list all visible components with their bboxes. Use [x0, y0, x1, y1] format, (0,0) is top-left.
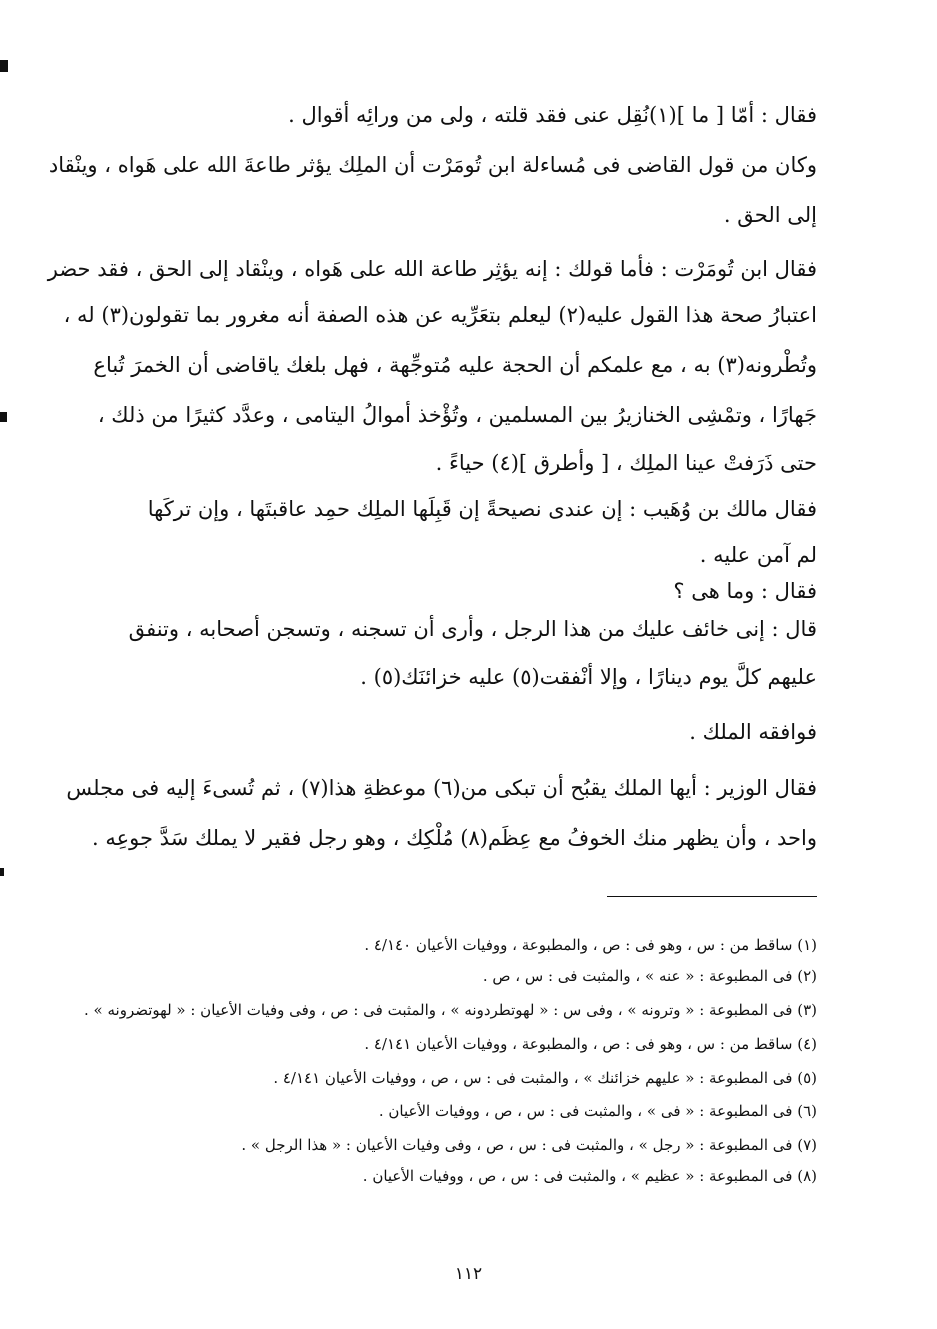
body-line: فقال ابن تُومَرْت : فأما قولك : إنه يؤثِر طاعة الله على هَواه ، وينْقاد إلى الحق ، فقد حضر [47, 257, 817, 281]
page-number: ١١٢ [454, 1264, 483, 1284]
body-line: اعتبارُ صحة هذا القول عليه(٢) ليعلم بتعَرِّيه عن هذه الصفة أنه مغرور بما تقولون(٣) له ، [63, 303, 817, 327]
scan-edge-mark-middle [0, 412, 7, 422]
footnote: (٧) فى المطبوعة : « رجل » ، والمثبت فى : س ، ص ، وفى وفيات الأعيان : « هذا الرجل » . [241, 1136, 817, 1154]
body-line: وكان من قول القاضى فى مُساءلة ابن تُومَرْت أن الملِك يؤثر طاعةَ الله على هَواه ، وينْقاد [48, 153, 817, 177]
body-line: فقال : وما هى ؟ [673, 579, 817, 603]
body-line: فقال : أمّا [ ما ](١)نُقِل عنى فقد قلته ، ولى من ورائِه أقوال . [288, 103, 817, 127]
body-line: لم آمن عليه . [699, 543, 817, 567]
footnote: (٢) فى المطبوعة : « عنه » ، والمثبت فى : س ، ص . [482, 967, 817, 985]
footnote: (٤) ساقط من : س ، وهو فى : ص ، والمطبوعة ، ووفيات الأعيان ٤/١٤١ . [364, 1035, 817, 1053]
body-line: فقال مالك بن وُهَيب : إن عندى نصيحةً إن قَبِلَها الملِك حمِد عاقبتَها ، وإن تركَها [147, 497, 817, 521]
footnote: (٨) فى المطبوعة : « عظيم » ، والمثبت فى : س ، ص ، ووفيات الأعيان . [362, 1167, 817, 1185]
footnote-separator [607, 896, 817, 897]
footnote: (٣) فى المطبوعة : « وترونه » ، وفى س : « لهوتطردونه » ، والمثبت فى : ص ، وفى وفيات الأعيان : « لهوتضرونه » . [84, 1001, 817, 1019]
body-line: فوافقه الملك . [689, 720, 817, 744]
scan-edge-mark-lower [0, 868, 4, 876]
footnote: (٦) فى المطبوعة : « فى » ، والمثبت فى : س ، ص ، ووفيات الأعيان . [378, 1102, 817, 1120]
body-line: واحد ، وأن يظهر منك الخوفُ مع عِظَم(٨) مُلْكِك ، وهو رجل فقير لا يملك سَدَّ جوعِه . [92, 826, 817, 850]
body-line: فقال الوزير : أيها الملك يقبُح أن تبكى من(٦) موعظةِ هذا(٧) ، ثم تُسىءَ إليه فى مجلس [66, 776, 817, 800]
scan-edge-mark-top [0, 60, 8, 72]
body-line: جَهارًا ، وتمْشِى الخنازيرُ بين المسلمين ، وتُؤْخذ أموالُ اليتامى ، وعدَّد كثيرًا من ذلك ، [97, 403, 817, 427]
body-line: عليهم كلَّ يوم دينارًا ، وإلا أنْفقت(٥) عليه خزائنَك(٥) . [360, 665, 817, 689]
body-line: قال : إنى خائف عليك من هذا الرجل ، وأرى أن تسجنه ، وتسجن أصحابه ، وتنفق [128, 617, 817, 641]
body-line: وتُطْرونه(٣) به ، مع علمكم أن الحجة عليه مُتوجِّهة ، فهل بلغك ياقاضى أن الخمرَ تُباع [93, 353, 817, 377]
body-line: إلى الحق . [723, 203, 817, 227]
body-line: حتى ذَرَفتْ عينا الملِك ، [ وأطرق ](٤) حياءً . [435, 451, 817, 475]
footnote: (٥) فى المطبوعة : « عليهم خزائنك » ، والمثبت فى : س ، ص ، ووفيات الأعيان ٤/١٤١ . [273, 1069, 817, 1087]
footnote: (١) ساقط من : س ، وهو فى : ص ، والمطبوعة ، ووفيات الأعيان ٤/١٤٠ . [364, 936, 817, 954]
